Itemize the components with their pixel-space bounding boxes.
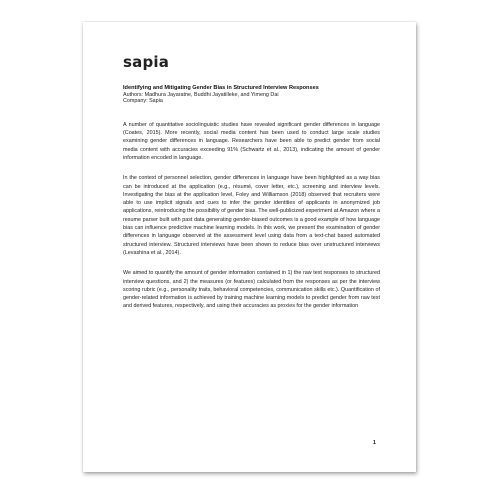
page-content	[123, 55, 380, 311]
body-paragraph-2: In the context of personnel selection, gender differences in language have been highlighted as a way bias can be introduced at the application (e.g., résumé, cover letter, etc.), screening and interview levels. Investigating the bias at the application level, Foley and Williamson (2018) observed that recruiters were able to use implicit signals and cues to infer the gender identities of applicants in anonymized job applications, reintroducing the possibility of gender bias. The well-publicized experiment at Amazon where a resume parser built with past data generating gender-biased outcomes is a good example of how language bias can influence predictive machine learning models. In this work, we present the examination of gender differences in language observed at the assessment level using data from a text-chat based automated structured interview. Structured interviews have been shown to reduce bias over unstructured interviews (Levashina et al., 2014).	[123, 175, 380, 256]
authors-line: Authors: Madhura Jayaratne, Buddhi Jayatilleke, and Yimeng Dai	[123, 91, 279, 98]
company-logo: sapia	[123, 53, 170, 71]
document-page	[83, 22, 416, 472]
page-number: 1	[372, 440, 376, 446]
company-line: Company: Sapia	[123, 98, 163, 105]
body-paragraph-1: A number of quantitative sociolinguistic studies have revealed significant gender differences in language (Coates, 2015). More recently, social media content has been used to conduct large scale studies examining gender differences in language. Researchers have been able to predict gender from social media content with accuracies exceeding 91% (Schwartz et al., 2013), indicating the amount of gender information encoded in language.	[123, 121, 380, 161]
body-paragraph-3: We aimed to quantify the amount of gender information contained in 1) the raw text responses to structured interview questions, and 2) the measures (or features) calculated from the responses as per the interview scoring rubric (e.g., personality traits, behavioral competencies, communication skills etc.). Quantification of gender-related information is achieved by training machine learning models to predict gender from raw text and derived features, respectively, and using their accuracies as proxies for the gender information	[123, 270, 380, 310]
document-title: Identifying and Mitigating Gender Bias in Structured Interview Responses	[123, 85, 319, 91]
